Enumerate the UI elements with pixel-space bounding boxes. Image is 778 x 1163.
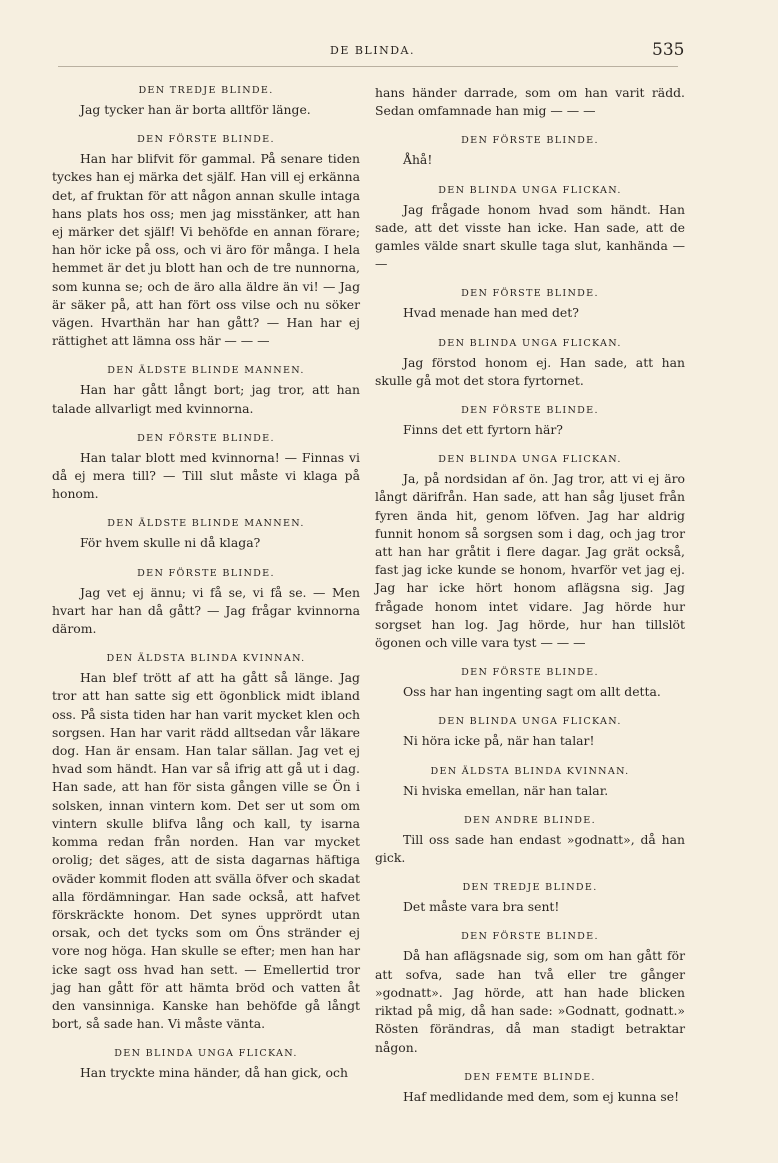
speaker-name: DEN FÖRSTE BLINDE.: [461, 288, 599, 300]
speaker-name: DEN TREDJE BLINDE.: [138, 85, 274, 96]
speech-text: Han blef trött af att ha gått så länge. Jag tror att han satte sig ett ögonblick midt ibland oss. På sista tiden har han varit mycket klen och sorgsen. Han har varit rädd alltsedan vår läkare dog. Han är ensam. Han talar sällan. Jag vet ej hvad som händt. Han var så ifrig att gå ut i dag. Han sade, att han för sista gången ville se Ön i solsken, innan vintern kom. Det ser ut som om vintern skulle blifva lång och kall, ty isarna komma redan från norden. Han var mycket orolig; det säges, att de sista dagarnas häftiga oväder kommit floden att svälla öfver och skadat alla fördämningar. Han sade också, att hafvet förskräckte honom. Det synes upprördt utan orsak, och det tycks som om Öns stränder ej vore nog höga. Han skulle se efter; men han har icke sagt oss hvad han sett. — Emellertid tror jag han gått för att hämta bröd och vatten åt den vansinniga. Kanske han behöfde gå långt bort, så sade han. Vi måste vänta.: [52, 670, 360, 1032]
speech-text: Jag vet ej ännu; vi få se, vi få se. — Men hvart har han då gått? — Jag frågar kvinnorna därom.: [52, 584, 360, 637]
speech-text: Då han aflägsnade sig, som om han gått för att sofva, sade han två eller tre gånger »godnatt». Jag hörde, att han hade blicken riktad på mig, då han sade: »Godnatt, godnatt.» Rösten förändras, då man stadigt betraktar någon.: [375, 948, 685, 1055]
speaker-name: DEN ÄLDSTE BLINDE MANNEN.: [107, 518, 305, 530]
speech-text: Finns det ett fyrtorn här?: [403, 422, 563, 438]
dialogue-block: [52, 432, 360, 504]
speech-text: Jag frågade honom hvad som händt. Han sade, att det visste han icke. Han sade, att de gamles välde snart skulle taga slut, kanhända — —: [375, 201, 685, 272]
speech-text: Han talar blott med kvinnorna! — Finnas vi då ej mera till? — Till slut måste vi klaga på honom.: [52, 449, 360, 502]
dialogue-block: [52, 133, 360, 350]
speaker-name: DEN ANDRE BLINDE.: [464, 814, 596, 826]
dialogue-block: [52, 652, 360, 1033]
speaker-name: DEN TREDJE BLINDE.: [462, 882, 598, 894]
speech-text: Det måste vara bra sent!: [403, 899, 560, 915]
speaker-name: DEN FÖRSTE BLINDE.: [461, 931, 599, 943]
speaker-name: DEN FÖRSTE BLINDE.: [137, 567, 275, 579]
speaker-name: DEN FÖRSTE BLINDE.: [137, 432, 275, 444]
speaker-name: DEN BLINDA UNGA FLICKAN.: [438, 337, 622, 349]
speaker-name: DEN BLINDA UNGA FLICKAN.: [438, 184, 622, 196]
header-rule: [58, 66, 678, 67]
dialogue-block: [375, 666, 685, 701]
dialogue-block: [52, 567, 360, 639]
speaker-name: DEN ÄLDSTA BLINDA KVINNAN.: [430, 765, 630, 777]
speech-text: Ni höra icke på, när han talar!: [403, 733, 595, 749]
speaker-name: DEN ÄLDSTA BLINDA KVINNAN.: [106, 653, 306, 665]
left-column: [52, 84, 360, 1083]
speech-text: Oss har han ingenting sagt om allt detta.: [403, 684, 661, 700]
page-number: 535: [652, 40, 685, 60]
dialogue-block: [375, 184, 685, 274]
dialogue-block: [375, 337, 685, 390]
dialogue-block-continued: [375, 84, 685, 120]
speech-text: Hvad menade han med det?: [403, 305, 579, 321]
dialogue-block: [52, 364, 360, 417]
dialogue-block: [375, 404, 685, 439]
dialogue-block: [375, 715, 685, 750]
dialogue-block: [375, 453, 685, 652]
speech-text: hans händer darrade, som om han varit rädd. Sedan omfamnade han mig — — —: [375, 85, 685, 119]
speech-text: Han tryckte mina händer, då han gick, och: [80, 1065, 348, 1081]
speech-text: Haf medlidande med dem, som ej kunna se!: [403, 1088, 680, 1104]
speech-text: Han har gått långt bort; jag tror, att han talade allvarligt med kvinnorna.: [52, 382, 360, 416]
running-head: DE BLINDA.: [330, 44, 415, 57]
speaker-name: DEN BLINDA UNGA FLICKAN.: [438, 716, 622, 728]
dialogue-block: [375, 287, 685, 322]
speaker-name: DEN BLINDA UNGA FLICKAN.: [438, 454, 622, 466]
speaker-name: DEN FÖRSTE BLINDE.: [137, 134, 275, 146]
dialogue-block: [375, 814, 685, 867]
speaker-name: DEN FÖRSTE BLINDE.: [461, 135, 599, 147]
dialogue-block: [52, 517, 360, 552]
speaker-name: DEN FÖRSTE BLINDE.: [461, 405, 599, 417]
dialogue-block: [52, 1047, 360, 1082]
speech-text: Åhå!: [403, 152, 433, 168]
speech-text: Han har blifvit för gammal. På senare tiden tyckes han ej märka det själf. Han vill ej erkänna det, af fruktan för att någon annan skulle intaga hans plats hos oss; men jag misstänker, att han ej märker det själf! Vi behöfde en annan förare; han hör icke på oss, och vi äro för många. I hela hemmet är det ju blott han och de tre nunnorna, som kunna se; och de äro alla äldre än vi! — Jag är säker på, att han fört oss vilse och nu söker vägen. Hvarthän har han gått? — Han har ej rättighet att lämna oss här — — —: [52, 151, 360, 349]
speaker-name: DEN FEMTE BLINDE.: [464, 1071, 596, 1083]
dialogue-block: [375, 765, 685, 800]
dialogue-block: [375, 881, 685, 916]
speech-text: Till oss sade han endast »godnatt», då han gick.: [375, 831, 685, 866]
dialogue-block: [375, 134, 685, 169]
speech-text: Jag tycker han är borta alltför länge.: [80, 102, 311, 117]
dialogue-block: [375, 1071, 685, 1106]
speaker-name: DEN ÄLDSTE BLINDE MANNEN.: [107, 365, 305, 377]
right-column: [375, 84, 685, 1106]
dialogue-block: [52, 84, 360, 119]
speech-text: Jag förstod honom ej. Han sade, att han skulle gå mot det stora fyrtornet.: [375, 354, 685, 388]
speaker-name: DEN BLINDA UNGA FLICKAN.: [114, 1048, 298, 1060]
speaker-name: DEN FÖRSTE BLINDE.: [461, 667, 599, 679]
speech-text: För hvem skulle ni då klaga?: [80, 535, 261, 551]
speech-text: Ni hviska emellan, när han talar.: [403, 782, 609, 798]
speech-text: Ja, på nordsidan af ön. Jag tror, att vi ej äro långt därifrån. Han sade, att han såg ljuset från fyren ända hit, genom löfven. Jag har aldrig funnit honom så sorgsen som i dag, och jag tror att han har gråtit i flere dagar. Jag grät också, fast jag icke kunde se honom, hvarför vet jag ej. Jag har icke hört honom aflägsna sig. Jag frågade honom intet vidare. Jag hörde hur sorgset han log. Jag hörde, hur han tillslöt ögonen och ville vara tyst — — —: [375, 471, 685, 651]
dialogue-block: [375, 930, 685, 1056]
